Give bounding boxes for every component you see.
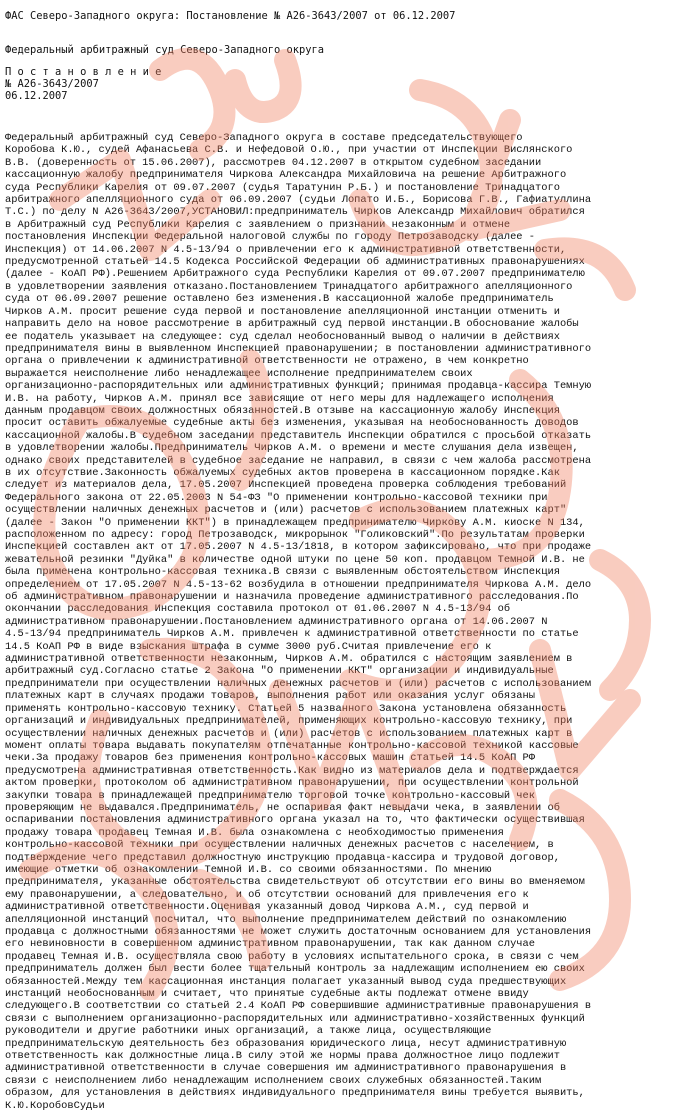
body-line: осуществлении наличных денежных расчетов и (или) расчетов с использованием платежных карт"	[5, 504, 567, 517]
body-line: административной ответственности в случае совершения им административного правонарушения в	[5, 1062, 567, 1075]
body-line: актом проверки, протоколом об административном правонарушении, при осуществлении контрольной	[5, 777, 579, 790]
body-line: предпринимателя вины в выявленном Инспекцией правонарушении; в постановлении административного	[5, 342, 592, 355]
body-line: момент оплаты товара выдавать покупателям отпечатанные контрольно-кассовой техникой кассовые	[5, 739, 579, 752]
body-line: была применена контрольно-кассовая техника.В связи с выявленным обстоятельством Инспекция	[5, 566, 560, 579]
body-line: Чирков А.М. просит решение суда первой и постановление апелляционной инстанции отменить и	[5, 305, 560, 318]
body-line: платежных карт в случаях продажи товаров, выполнения работ или оказания услуг обязаны	[5, 690, 536, 703]
body-line: суда от 06.09.2007 решение оставлено без изменения.В кассационной жалобе предприниматель	[5, 293, 554, 306]
body-line: И.В. на работу, Чирков А.М. принял все зависящие от него меры для надлежащего исполнения	[5, 392, 554, 405]
body-line: Федерального закона от 22.05.2003 N 54-ФЗ "О применении контрольно-кассовой техники при	[5, 491, 548, 504]
document-type: П о с т а н о в л е н и е	[5, 66, 162, 78]
body-line: предприниматель должен был вести более тщательный контроль за надлежащим исполнением ею своих	[5, 963, 585, 976]
body-line: просит оставить обжалуемые судебные акты без изменения, указывая на необоснованность доводов	[5, 417, 579, 430]
body-line: К.Ю.КоробовСудьи	[5, 1099, 105, 1112]
document-header-title: ФАС Северо-Западного округа: Постановление № А26-3643/2007 от 06.12.2007	[5, 10, 456, 22]
body-line: в удовлетворении заявления отказано.Постановлением Тринадцатого арбитражного апелляционного	[5, 280, 573, 293]
body-line: данным продавцом своих должностных обязанностей.В отзыве на кассационную жалобу Инспекция	[5, 404, 560, 417]
body-line: контрольно-кассовой техники при осуществлении наличных денежных расчетов с населением, в	[5, 839, 554, 852]
body-line: 14.5 КоАП РФ в виде взыскания штрафа в сумме 3000 руб.Считая привлечение его к	[5, 640, 492, 653]
body-line: Федеральный арбитражный суд Северо-Западного округа в составе председательствующего	[5, 132, 523, 144]
body-line: продавца с должностными обязанностями не может служить достаточным основанием для установления	[5, 926, 592, 938]
body-line: арбитражного апелляционного суда от 06.09.2007 (судьи Лопато И.Б., Борисова Г.В., Гафиатуллина	[5, 194, 592, 207]
body-line: обязанностей.Между тем кассационная инстанция полагает указанный вывод суда предшествующих	[5, 975, 567, 988]
document-body	[5, 132, 693, 1112]
body-line: арбитражный суд.Согласно статье 2 Закона "О применении ККТ" организации и индивидуальные	[5, 665, 554, 678]
body-line: В.В. (доверенность от 15.06.2007), рассмотрев 04.12.2007 в открытом судебном заседании	[5, 156, 542, 169]
body-line: инстанций необоснованным и считает, что принятые судебные акты подлежат отмене ввиду	[5, 988, 529, 1001]
body-line: органа о привлечении к административной ответственности не отражено, в чем конкретно	[5, 355, 529, 368]
body-line: жевательной резинки "Дуйка" в количестве одной штуки по цене 50 коп. продавцом Темной И.В. не	[5, 553, 585, 566]
document-number: № А26-3643/2007	[5, 78, 99, 90]
body-line: оспаривании постановления административного органа указал на то, что фактически осуществившая	[5, 814, 585, 827]
body-line: проверяющим не выдавался.Предприниматель, не оспаривая факт невыдачи чека, в заявлении об	[5, 801, 560, 814]
body-line: связи с выполнением организационно-распорядительных или административно-хозяйственных функций	[5, 1012, 585, 1025]
body-line: предпринимательскую деятельность без образования юридического лица, несут административную	[5, 1037, 567, 1050]
body-line: об административном правонарушении и назначила проведение административного расследования.По	[5, 591, 579, 604]
body-line: (далее - КоАП РФ).Решением Арбитражного суда Республики Карелия от 09.07.2007 предпринимателю	[5, 268, 585, 281]
body-line: предпринимателя, указанные обстоятельства свидетельствуют об отсутствии его вины во вменяемом	[5, 876, 585, 889]
body-line: расположенном по адресу: город Петрозаводск, микрорынок "Голиковский".По результатам проверки	[5, 529, 585, 541]
body-line: административной ответственности.Оценивая указанный довод Чиркова А.М., суд первой и	[5, 901, 529, 914]
body-line: следующего.В соответствии со статьей 2.4 КоАП РФ совершившие административные правонарушения в	[5, 1000, 592, 1013]
body-line: административной ответственности незаконным, Чирков А.М. обратился с настоящим заявлением в	[5, 653, 573, 666]
body-line: 4.5-13/94 предприниматель Чирков А.М. привлечен к административной ответственности по статье	[5, 628, 579, 641]
body-line: связи с неисполнением либо ненадлежащим исполнением своих служебных обязанностей.Таким	[5, 1074, 542, 1087]
body-line: постановления Инспекции Федеральной налоговой службы по городу Петрозаводску (далее -	[5, 231, 536, 244]
body-line: Т.С.) по делу N А26-3643/2007,УСТАНОВИЛ:предприниматель Чирков Александр Михайлович обратился	[5, 206, 585, 219]
body-line: осуществлении наличных денежных расчетов и (или) расчетов с использованием платежных карт в	[5, 727, 573, 740]
body-line: выражается неисполнение либо ненадлежащее исполнение предпринимателем своих	[5, 367, 473, 380]
body-line: в их отсутствие.Законность обжалуемых судебных актов проверена в кассационном порядке.Как	[5, 466, 560, 479]
body-line: однако своих представителей в судебное заседание не направил, в связи с чем жалоба рассмотрена	[5, 454, 592, 467]
body-line: подтверждение чего представил должностную инструкцию продавца-кассира и трудовой договор,	[5, 851, 560, 864]
body-line: суда Республики Карелия от 09.07.2007 (судья Таратунин Р.Б.) и постановление Тринадцатого	[5, 181, 560, 194]
body-line: образом, для установления в действиях индивидуального предпринимателя вины требуется выявить,	[5, 1087, 585, 1100]
body-line: окончании расследования Инспекция составила протокол от 01.06.2007 N 4.5-13/94 об	[5, 603, 511, 616]
body-line: организационно-распорядительных или административных функций; принимая продавца-кассира Темную	[5, 380, 592, 393]
body-line: его невиновности в совершенном административном правонарушении, так как данном случае	[5, 938, 536, 951]
body-line: в Арбитражный суд Республики Карелия с заявлением о признании незаконным и отмене	[5, 218, 511, 231]
body-line: (далее - Закон "О применении ККТ") в принадлежащем предпринимателю Чиркову А.М. киоске N 134,	[5, 516, 585, 529]
body-line: кассационную жалобу предпринимателя Чиркова Александра Михайловича на решение Арбитражного	[5, 169, 567, 182]
body-line: определением от 17.05.2007 N 4.5-13-62 возбудила в отношении предпринимателя Чиркова А.М. дело	[5, 578, 592, 591]
body-line: Инспекцией составлен акт от 17.05.2007 N 4.5-13/1818, в котором зафиксировано, что при продаже	[5, 541, 592, 554]
body-line: имеющие отметки об ознакомлении Темной И.В. со своими обязанностями. По мнению	[5, 863, 492, 876]
body-line: руководители и другие работники иных организаций, а также лица, осуществляющие	[5, 1025, 492, 1038]
body-line: в удовлетворении жалобы.Предприниматель Чирков А.М. о времени и месте слушания дела извещен,	[5, 442, 579, 455]
body-line: административном правонарушении.Постановлением административного органа от 14.06.2007 N	[5, 615, 548, 628]
body-line: чеки.За продажу товаров без применения контрольно-кассовых машин статьей 14.5 КоАП РФ	[5, 752, 536, 765]
body-line: ответственность как должностные лица.В силу этой же нормы права должностное лицо подлежит	[5, 1050, 560, 1063]
body-line: направить дело на новое рассмотрение в арбитражный суд первой инстанции.В обоснование жалобы	[5, 318, 579, 331]
body-line: ему правонарушении, а следовательно, и об отсутствии оснований для привлечения его к	[5, 888, 529, 901]
body-line: предприниматели при осуществлении наличных денежных расчетов и (или) расчетов с использованием	[5, 677, 592, 690]
document-date: 06.12.2007	[5, 90, 68, 102]
body-line: предусмотрена административная ответственность.Как видно из материалов дела и подтверждается	[5, 764, 579, 777]
body-line: Коробова К.Ю., судей Афанасьева С.В. и Нефедовой О.Ю., при участии от Инспекции Вислянского	[5, 144, 573, 157]
body-line: апелляционной инстанций посчитал, что выполнение предпринимателем действий по ознакомлению	[5, 913, 567, 926]
court-name: Федеральный арбитражный суд Северо-Западного округа	[5, 44, 325, 56]
body-line: продавец Темная И.В. осуществляла свою работу в условиях испытательного срока, в связи с чем	[5, 950, 579, 963]
body-line: применять контрольно-кассовую технику. Статьей 5 названного Закона установлена обязанность	[5, 702, 567, 715]
body-line: следует из материалов дела, 17.05.2007 Инспекцией проведена проверка соблюдения требований	[5, 479, 567, 492]
body-line: Инспекция) от 14.06.2007 N 4.5-13/94 о привлечении его к административной ответственности,	[5, 243, 567, 256]
body-line: ее податель указывает на следующее: суд сделал необоснованный вывод о наличии в действиях	[5, 330, 560, 343]
body-line: закупки товара в принадлежащей предпринимателю торговой точке контрольно-кассовый чек	[5, 789, 536, 802]
body-line: продажу товара продавец Темная И.В. была ознакомлена с необходимостью применения	[5, 826, 504, 839]
body-line: организаций и индивидуальных предпринимателей, применяющих контрольно-кассовую технику, при	[5, 715, 573, 728]
body-line: кассационной жалобы.В судебном заседании представитель Инспекции обратился с просьбой отказать	[5, 429, 592, 442]
body-line: предусмотренной статьей 14.5 Кодекса Российской Федерации об административных правонарушениях	[5, 256, 585, 269]
